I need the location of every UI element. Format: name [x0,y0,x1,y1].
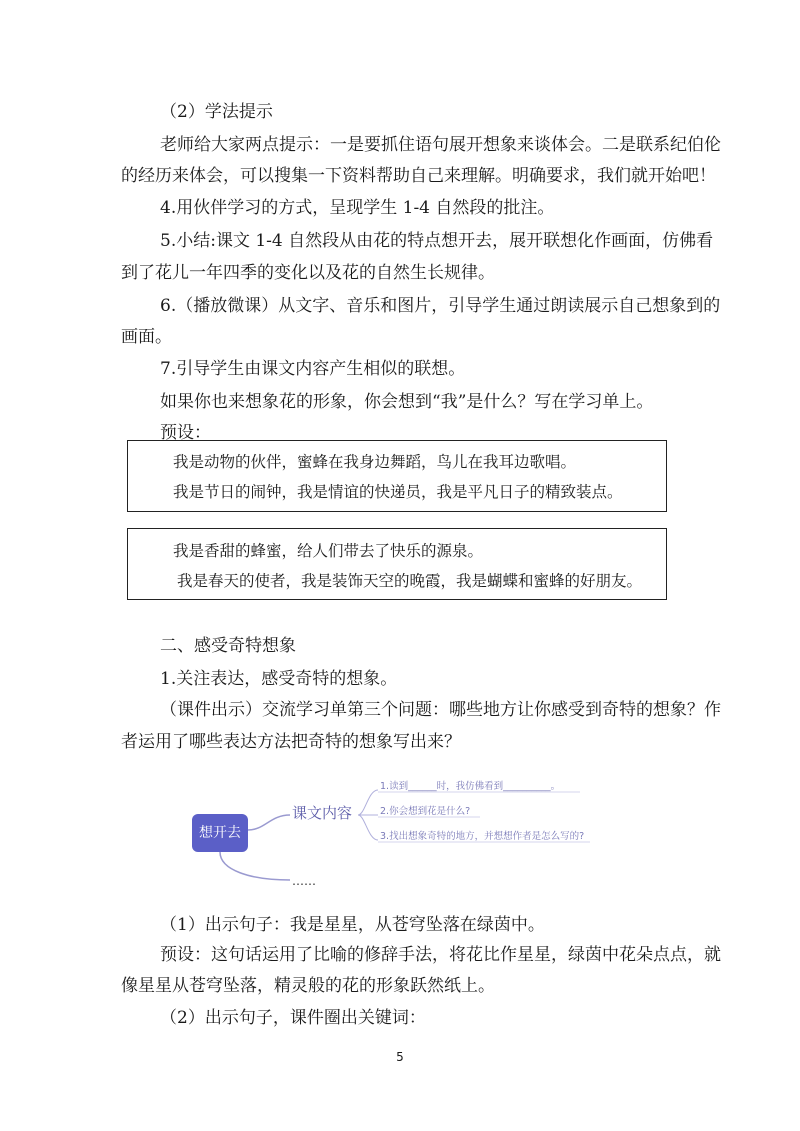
connector-root-branch [248,815,290,830]
paragraph-line: 6.（播放微课）从文字、音乐和图片，引导学生通过朗读展示自己想象到的 [160,296,721,316]
paragraph-line: （1）出示句子：我是星星，从苍穹坠落在绿茵中。 [160,915,545,935]
connector-root-more [220,852,290,880]
subheading-method-tips: （2）学法提示 [160,102,273,122]
paragraph-line: 者运用了哪些表达方法把奇特的想象写出来？ [121,732,461,752]
preset-box-2 [127,528,667,600]
paragraph-line: （2）出示句子，课件圈出关键词： [160,1008,426,1028]
paragraph-line: 如果你也来想象花的形象，你会想到“我”是什么？写在学习单上。 [160,392,654,412]
box-line: 我是春天的使者，我是装饰天空的晚霞，我是蝴蝶和蜜蜂的好朋友。 [177,572,643,590]
paragraph-line: 7.引导学生由课文内容产生相似的联想。 [160,359,466,379]
box-line: 我是香甜的蜂蜜，给人们带去了快乐的源泉。 [173,542,484,560]
paragraph-line: 4.用伙伴学习的方式，呈现学生 1-4 自然段的批注。 [160,198,555,218]
page-number: 5 [396,1050,404,1064]
mind-map-leaf: 1.读到______时，我仿佛看到__________。 [380,781,561,792]
paragraph-line: 的经历来体会，可以搜集一下资料帮助自己来理解。明确要求，我们就开始吧！ [121,166,716,186]
mind-map-leaf: 2.你会想到花是什么? [380,806,471,817]
paragraph-line: 1.关注表达，感受奇特的想象。 [160,669,398,689]
paragraph-line: 到了花儿一年四季的变化以及花的自然生长规律。 [121,263,495,283]
box-line: 我是节日的闹钟，我是情谊的快递员，我是平凡日子的精致装点。 [173,483,623,501]
paragraph-line: 老师给大家两点提示：一是要抓住语句展开想象来谈体会。二是联系纪伯伦 [160,135,721,155]
paragraph-line: 5.小结:课文 1-4 自然段从由花的特点想开去，展开联想化作画面，仿佛看 [160,231,714,251]
paragraph-line: 预设：这句话运用了比喻的修辞手法，将花比作星星，绿茵中花朵点点，就 [160,945,721,965]
section-heading: 二、感受奇特想象 [160,636,296,656]
mind-map-branch: 课文内容 [292,804,353,822]
box-line: 我是动物的伙伴，蜜蜂在我身边舞蹈，鸟儿在我耳边歌唱。 [173,453,577,471]
mind-map-leaf: 3.找出想象奇特的地方，并想想作者是怎么写的? [380,831,585,842]
connector-branch-leaves [358,790,378,840]
preset-box-1 [127,440,667,512]
paragraph-line: （课件出示）交流学习单第三个问题：哪些地方让你感受到奇特的想象？作 [160,700,721,720]
paragraph-line: 像星星从苍穹坠落，精灵般的花的形象跃然纸上。 [121,976,495,996]
mind-map-more: …… [292,874,316,888]
mind-map [190,770,610,890]
preset-label: 预设： [160,423,211,443]
paragraph-line: 画面。 [121,327,172,347]
mind-map-root: 想开去 [192,814,248,852]
